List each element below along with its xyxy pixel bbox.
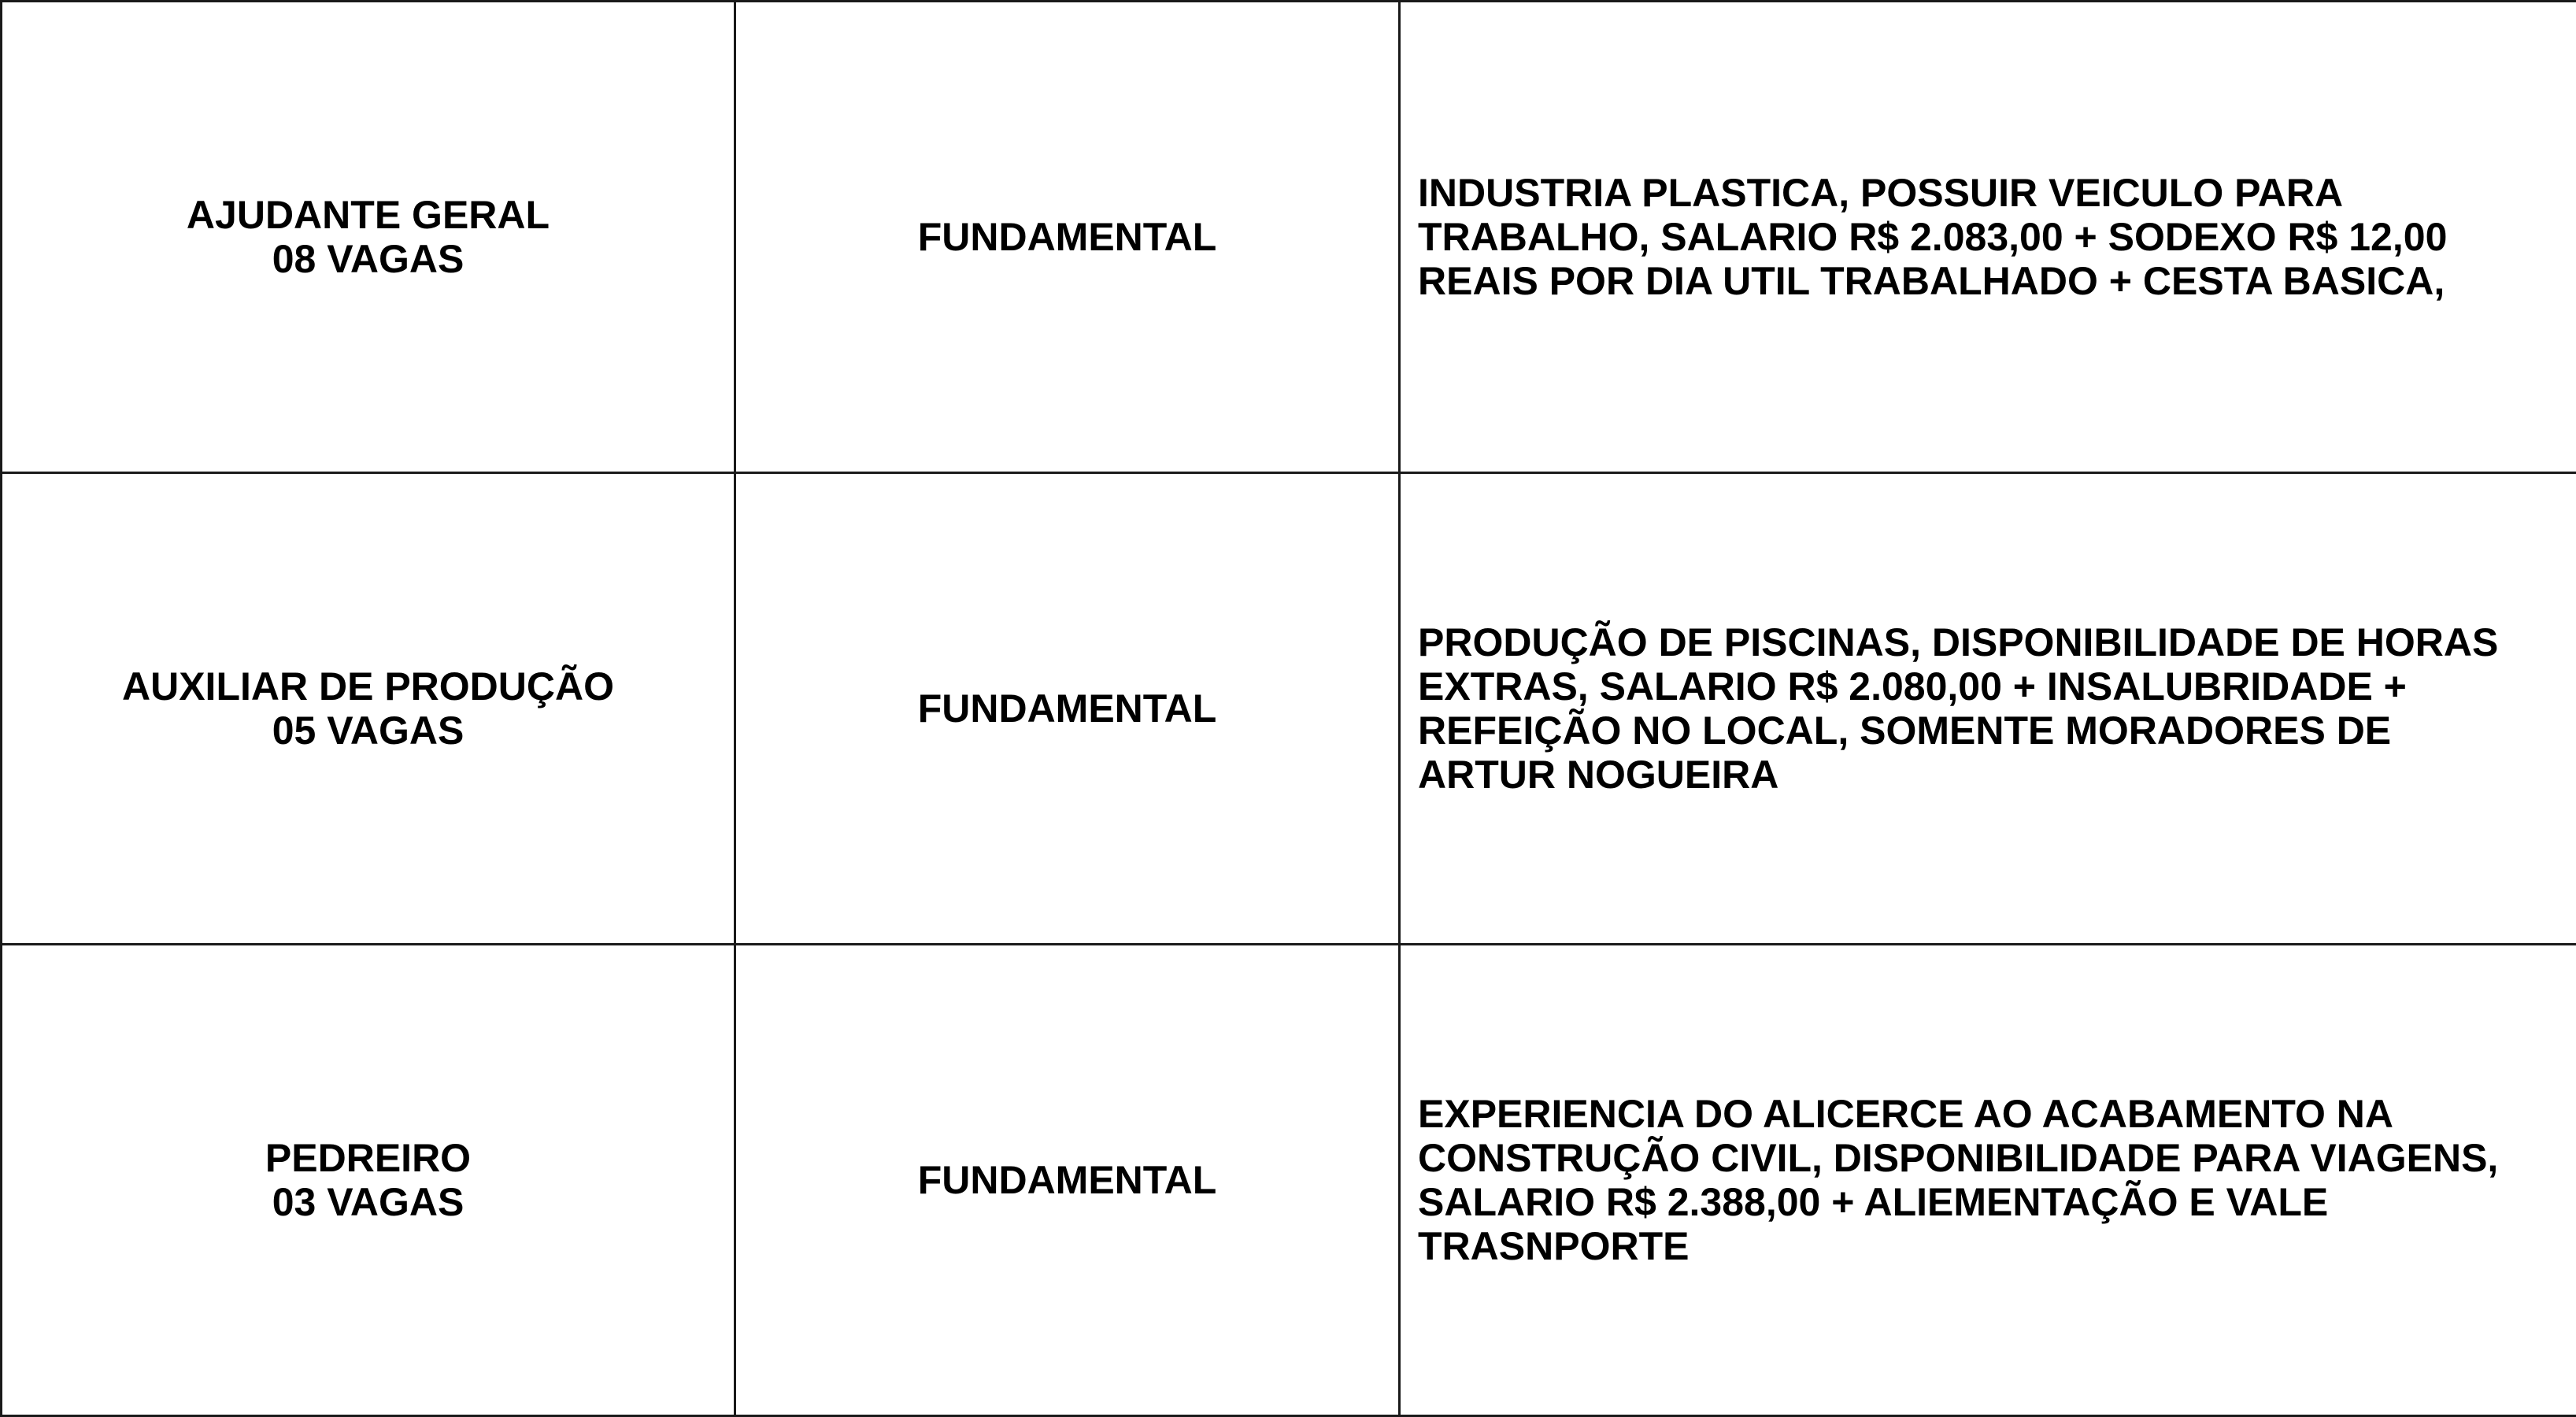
education-level: FUNDAMENTAL [736,686,1398,731]
education-cell [735,2,1400,473]
education-cell [735,473,1400,945]
job-title: AUXILIAR DE PRODUÇÃO [2,664,734,708]
description-line: TRABALHO, SALARIO R$ 2.083,00 + SODEXO R$ 12,00 [1418,215,2560,259]
description-line: INDUSTRIA PLASTICA, POSSUIR VEICULO PARA [1418,171,2560,215]
description-line: REAIS POR DIA UTIL TRABALHADO + CESTA BASICA, [1418,259,2560,303]
job-description-cell [1400,945,2576,1416]
job-description-cell [1400,2,2576,473]
description-line: SALARIO R$ 2.388,00 + ALIEMENTAÇÃO E VALE [1418,1180,2560,1224]
job-description-cell [1400,473,2576,945]
table-row [2,473,2576,945]
vacancy-count: 03 VAGAS [2,1180,734,1224]
education-level: FUNDAMENTAL [736,1158,1398,1202]
description-line: EXPERIENCIA DO ALICERCE AO ACABAMENTO NA [1418,1092,2560,1136]
education-level: FUNDAMENTAL [736,215,1398,259]
table-row [2,2,2576,473]
job-title: AJUDANTE GERAL [2,193,734,237]
job-title-cell [2,473,735,945]
job-title: PEDREIRO [2,1136,734,1180]
description-line: EXTRAS, SALARIO R$ 2.080,00 + INSALUBRIDADE + [1418,664,2560,708]
description-line: CONSTRUÇÃO CIVIL, DISPONIBILIDADE PARA VIAGENS, [1418,1136,2560,1180]
job-title-cell [2,2,735,473]
job-title-cell [2,945,735,1416]
description-line: ARTUR NOGUEIRA [1418,753,2560,797]
description-line: REFEIÇÃO NO LOCAL, SOMENTE MORADORES DE [1418,708,2560,753]
description-line: TRASNPORTE [1418,1224,2560,1268]
description-line: PRODUÇÃO DE PISCINAS, DISPONIBILIDADE DE HORAS [1418,620,2560,664]
vacancy-count: 08 VAGAS [2,237,734,281]
education-cell [735,945,1400,1416]
table-row [2,945,2576,1416]
vacancy-count: 05 VAGAS [2,708,734,753]
